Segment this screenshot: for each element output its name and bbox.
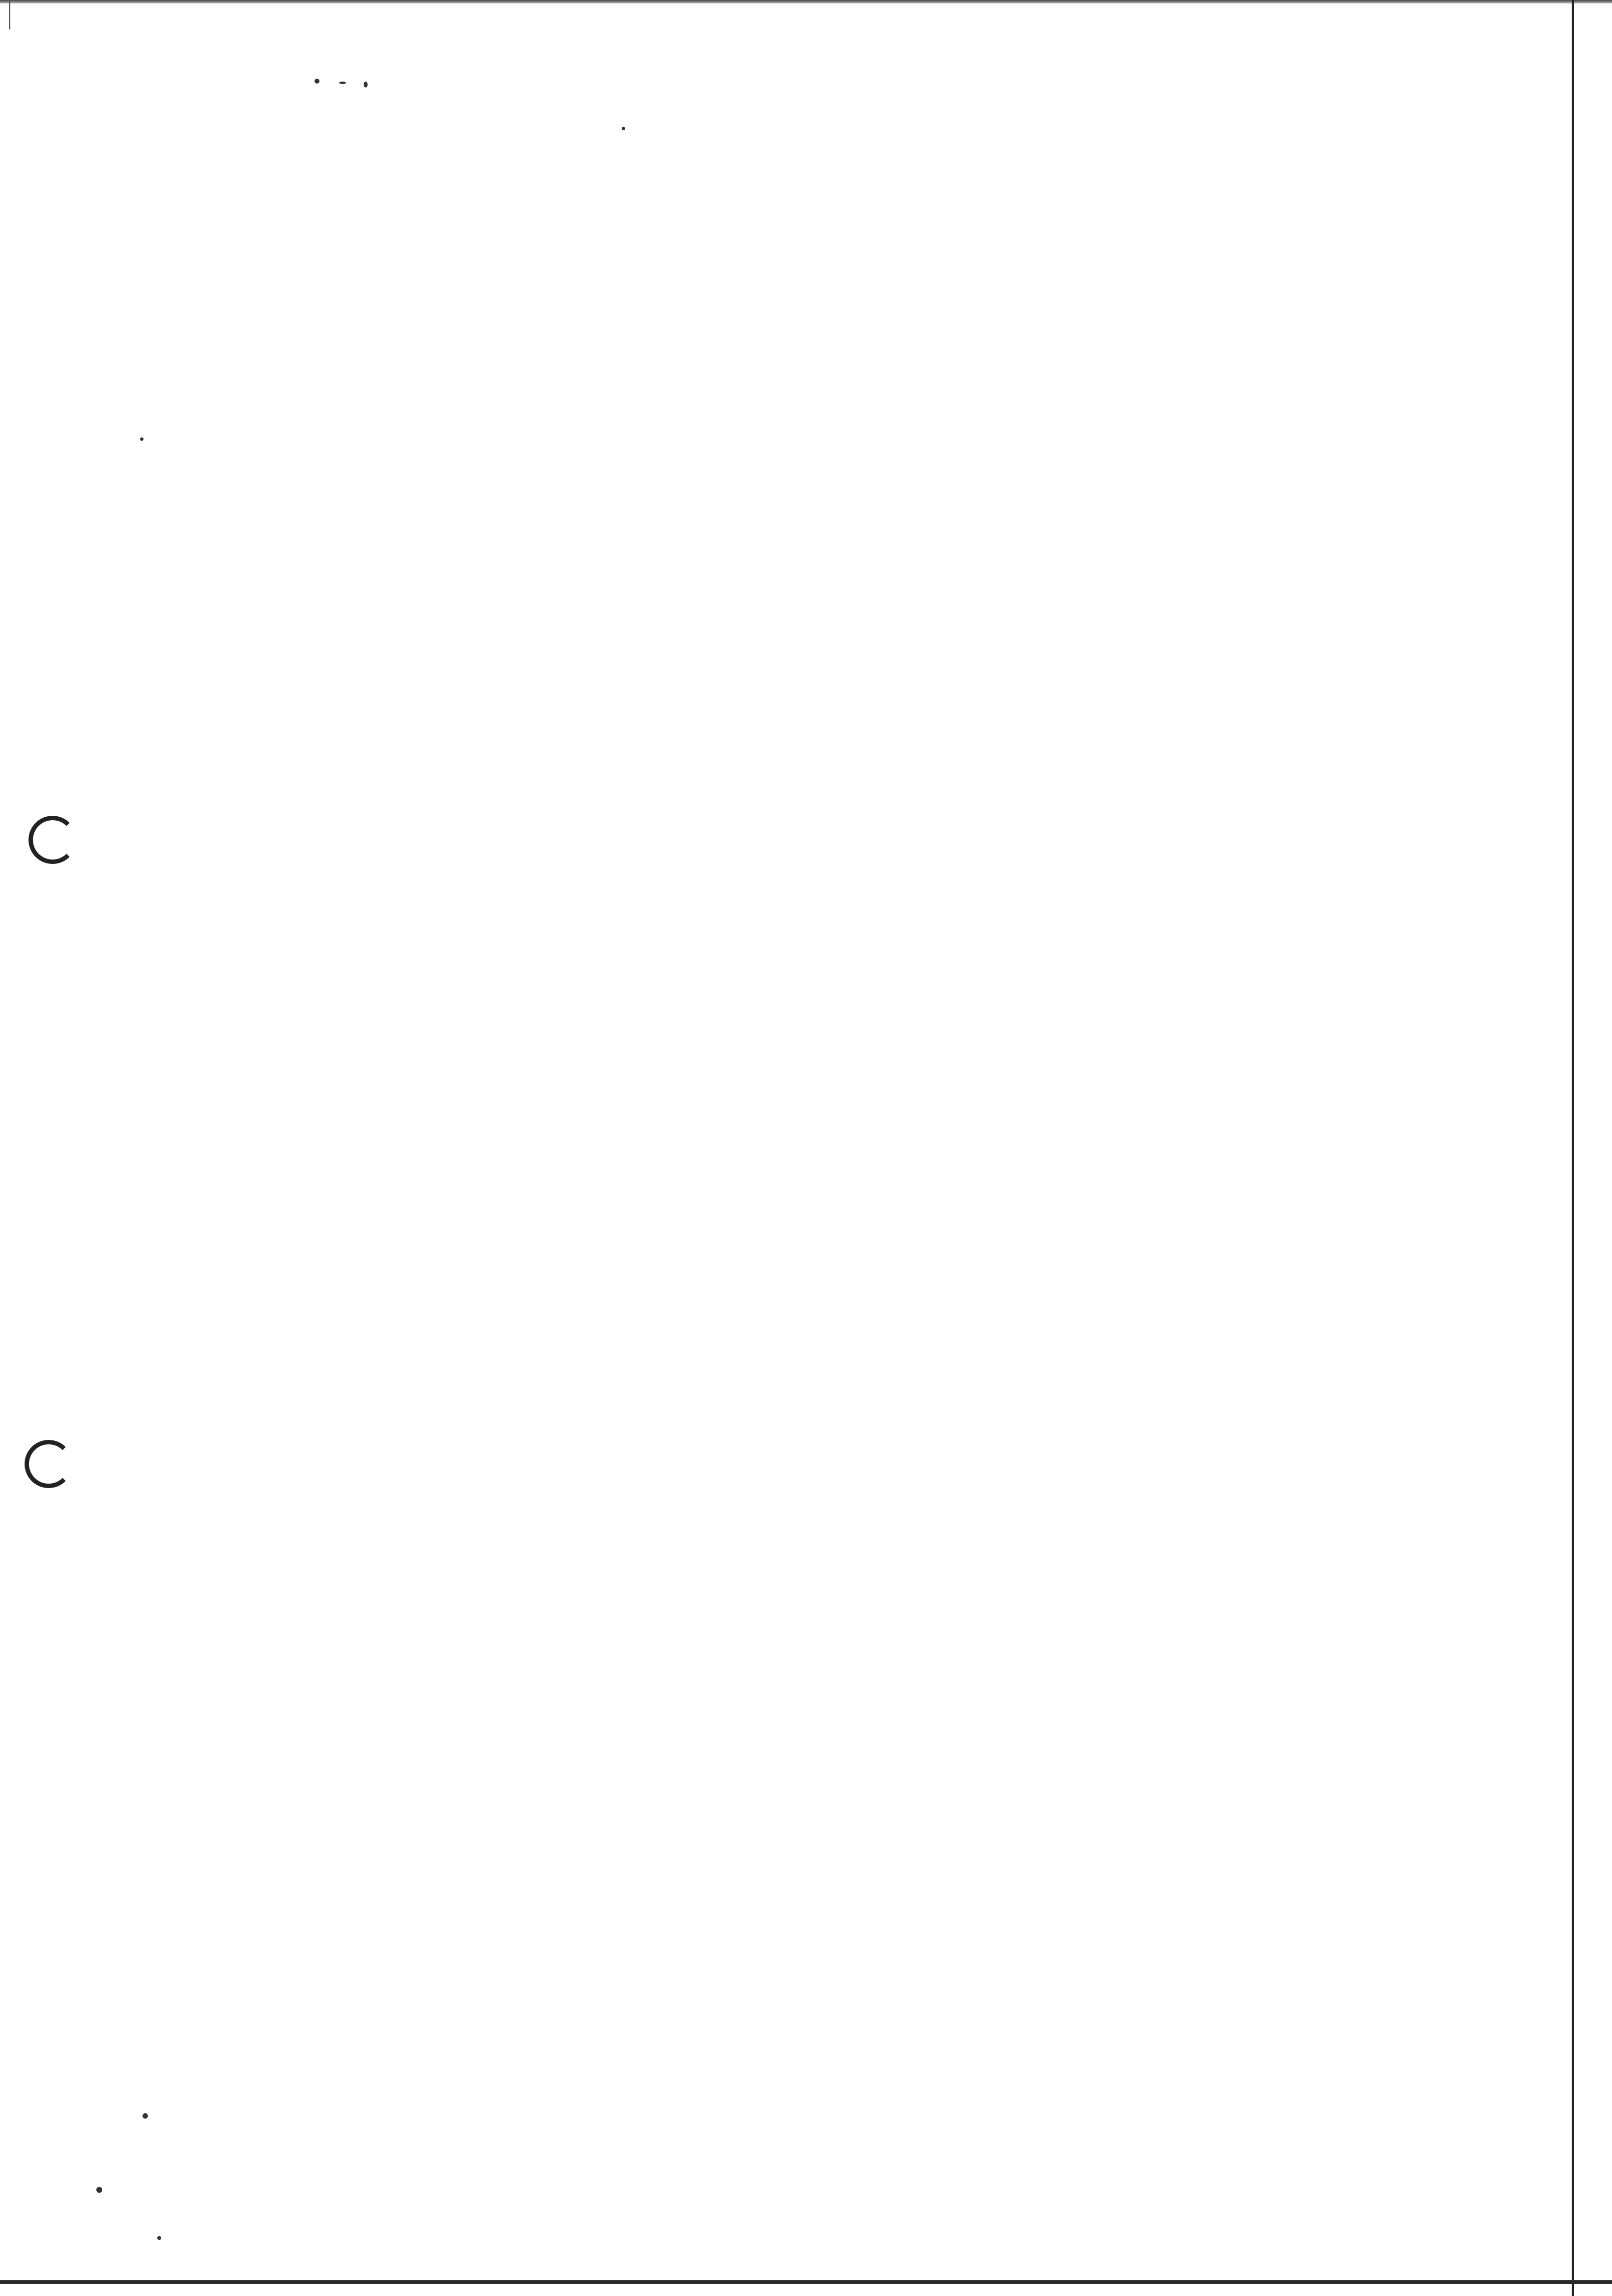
scan-edge-bottom <box>0 2280 1612 2284</box>
day-section <box>147 537 1376 567</box>
scan-speck <box>339 82 346 84</box>
spacer <box>147 537 1376 550</box>
spacer <box>147 501 1376 515</box>
scan-speck <box>157 2236 161 2240</box>
scan-speck <box>364 82 368 87</box>
scan-speck <box>622 127 625 130</box>
scan-edge-top <box>0 0 1612 3</box>
day-section <box>147 501 1376 532</box>
scan-speck <box>315 79 319 84</box>
scan-speck <box>143 2113 148 2119</box>
scan-edge-left <box>9 0 10 29</box>
spacer <box>147 518 1376 532</box>
agenda <box>147 496 1376 567</box>
punch-hole-mark <box>25 1440 73 1488</box>
scan-edge-right <box>1572 0 1574 2296</box>
scan-speck <box>96 2187 102 2193</box>
scan-speck <box>140 437 144 441</box>
spacer <box>147 553 1376 567</box>
punch-hole-mark <box>29 816 77 864</box>
